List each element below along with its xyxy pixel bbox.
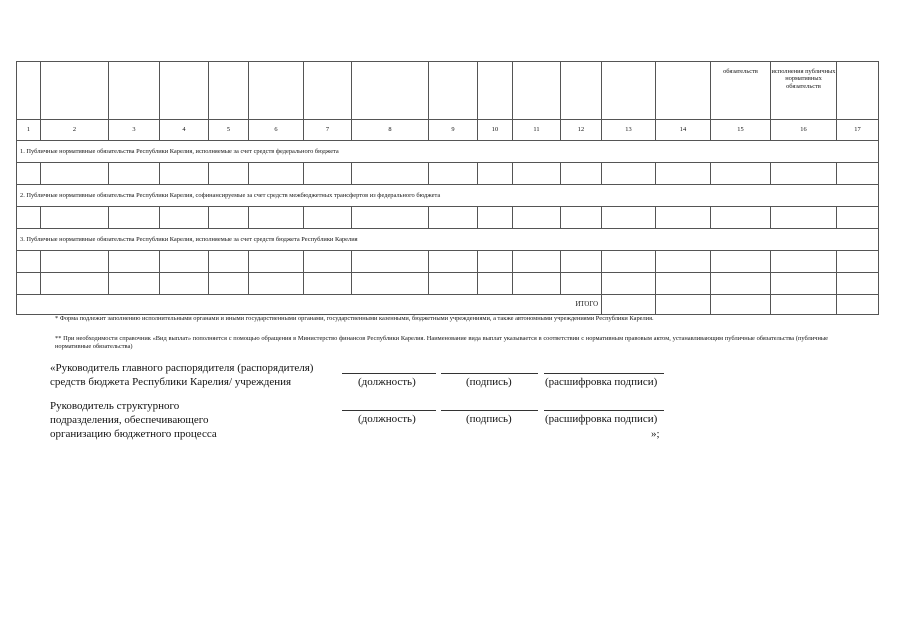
table-cell bbox=[711, 207, 771, 229]
column-number: 1 bbox=[17, 120, 41, 141]
table-cell bbox=[837, 251, 879, 273]
table-cell bbox=[513, 273, 561, 295]
table-cell bbox=[352, 251, 429, 273]
section-title-1: 1. Публичные нормативные обязательства Республики Карелия, исполняемые за счет средств федерального бюджета bbox=[17, 141, 879, 163]
header-cell-7 bbox=[304, 62, 352, 120]
table-cell bbox=[656, 251, 711, 273]
column-number: 6 bbox=[249, 120, 304, 141]
column-number-row bbox=[17, 120, 879, 141]
table-cell bbox=[41, 273, 109, 295]
table-cell bbox=[561, 273, 602, 295]
table-cell bbox=[656, 273, 711, 295]
table-cell bbox=[513, 251, 561, 273]
structural-title-line-3: организацию бюджетного процесса bbox=[50, 428, 217, 440]
head-title-line-1: «Руководитель главного распорядителя (распорядителя) bbox=[50, 362, 314, 374]
table-cell bbox=[17, 207, 41, 229]
total-cell bbox=[771, 295, 837, 315]
table-cell bbox=[304, 251, 352, 273]
table-cell bbox=[656, 207, 711, 229]
footnote-2: ** При необходимости справочник «Вид выплат» пополняется с помощью обращения в Министерство финансов Республики Карелия. Наименование вида выплат указывается в соответствии с нормативным правовым актом, устанавливающим публичные обязательства (публичные нормативные обязательства) bbox=[55, 335, 828, 351]
column-number: 7 bbox=[304, 120, 352, 141]
total-row bbox=[17, 295, 879, 315]
table-cell bbox=[41, 163, 109, 185]
decoding-signature-line bbox=[544, 410, 664, 411]
column-number: 17 bbox=[837, 120, 879, 141]
signature-label: (подпись) bbox=[466, 376, 512, 388]
decoding-label: (расшифровка подписи) bbox=[545, 413, 658, 425]
header-cell-5 bbox=[209, 62, 249, 120]
header-cell-9 bbox=[429, 62, 478, 120]
decoding-signature-line bbox=[544, 373, 664, 374]
table-cell bbox=[771, 163, 837, 185]
table-cell bbox=[304, 207, 352, 229]
header-cell-1 bbox=[17, 62, 41, 120]
signature-label: (подпись) bbox=[466, 413, 512, 425]
total-cell bbox=[837, 295, 879, 315]
column-number: 14 bbox=[656, 120, 711, 141]
column-number: 3 bbox=[109, 120, 160, 141]
column-number: 8 bbox=[352, 120, 429, 141]
table-cell bbox=[352, 163, 429, 185]
total-cell bbox=[602, 295, 656, 315]
column-number: 2 bbox=[41, 120, 109, 141]
header-cell-6 bbox=[249, 62, 304, 120]
column-number: 10 bbox=[478, 120, 513, 141]
decoding-label: (расшифровка подписи) bbox=[545, 376, 658, 388]
table-cell bbox=[304, 273, 352, 295]
header-cell-17 bbox=[837, 62, 879, 120]
column-number: 15 bbox=[711, 120, 771, 141]
table-cell bbox=[711, 251, 771, 273]
table-cell bbox=[429, 163, 478, 185]
total-label: ИТОГО bbox=[17, 295, 602, 315]
total-cell bbox=[711, 295, 771, 315]
table-cell bbox=[160, 273, 209, 295]
table-cell bbox=[602, 251, 656, 273]
form-table bbox=[16, 61, 879, 315]
table-cell bbox=[209, 207, 249, 229]
column-number: 12 bbox=[561, 120, 602, 141]
table-cell bbox=[513, 207, 561, 229]
table-cell bbox=[837, 163, 879, 185]
closing-quote: »; bbox=[651, 428, 660, 440]
table-cell bbox=[602, 163, 656, 185]
table-cell bbox=[304, 163, 352, 185]
head-title-line-2: средств бюджета Республики Карелия/ учреждения bbox=[50, 376, 292, 388]
structural-title-line-2: подразделения, обеспечивающего bbox=[50, 414, 209, 426]
table-cell bbox=[352, 273, 429, 295]
table-cell bbox=[771, 207, 837, 229]
table-cell bbox=[429, 273, 478, 295]
section-row-1 bbox=[17, 141, 879, 163]
table-cell bbox=[837, 273, 879, 295]
header-cell-3 bbox=[109, 62, 160, 120]
section-title-3: 3. Публичные нормативные обязательства Республики Карелия, исполняемые за счет средств бюджета Республики Карелия bbox=[17, 229, 879, 251]
table-cell bbox=[429, 251, 478, 273]
total-cell bbox=[656, 295, 711, 315]
table-cell bbox=[109, 207, 160, 229]
signature-line bbox=[441, 410, 538, 411]
table-cell bbox=[109, 251, 160, 273]
table-cell bbox=[109, 163, 160, 185]
section-row-3 bbox=[17, 229, 879, 251]
table-cell bbox=[656, 163, 711, 185]
header-cell-8 bbox=[352, 62, 429, 120]
table-cell bbox=[837, 207, 879, 229]
table-cell bbox=[561, 207, 602, 229]
table-cell bbox=[17, 251, 41, 273]
header-cell-13 bbox=[602, 62, 656, 120]
table-cell bbox=[249, 251, 304, 273]
table-cell bbox=[160, 207, 209, 229]
header-cell-4 bbox=[160, 62, 209, 120]
column-number: 4 bbox=[160, 120, 209, 141]
header-cell-12 bbox=[561, 62, 602, 120]
table-cell bbox=[478, 251, 513, 273]
table-cell bbox=[478, 273, 513, 295]
position-label: (должность) bbox=[358, 376, 416, 388]
data-row-empty bbox=[17, 273, 879, 295]
table-cell bbox=[602, 207, 656, 229]
table-cell bbox=[249, 207, 304, 229]
signature-line bbox=[441, 373, 538, 374]
column-number: 16 bbox=[771, 120, 837, 141]
column-number: 13 bbox=[602, 120, 656, 141]
table-cell bbox=[209, 251, 249, 273]
data-row-empty bbox=[17, 207, 879, 229]
table-cell bbox=[209, 273, 249, 295]
structural-title-line-1: Руководитель структурного bbox=[50, 400, 180, 412]
table-cell bbox=[17, 163, 41, 185]
column-number: 11 bbox=[513, 120, 561, 141]
table-cell bbox=[771, 273, 837, 295]
header-cell-16: исполнения публичных нормативных обязательств bbox=[771, 62, 837, 120]
column-number: 5 bbox=[209, 120, 249, 141]
table-cell bbox=[41, 251, 109, 273]
table-cell bbox=[711, 273, 771, 295]
table-cell bbox=[711, 163, 771, 185]
header-cell-14 bbox=[656, 62, 711, 120]
table-cell bbox=[17, 273, 41, 295]
table-cell bbox=[352, 207, 429, 229]
table-cell bbox=[249, 273, 304, 295]
table-cell bbox=[771, 251, 837, 273]
column-number: 9 bbox=[429, 120, 478, 141]
header-cell-15: обязательств bbox=[711, 62, 771, 120]
section-title-2: 2. Публичные нормативные обязательства Республики Карелия, софинансируемые за счет средств межбюджетных трансфертов из федерального бюджета bbox=[17, 185, 879, 207]
header-cell-11 bbox=[513, 62, 561, 120]
header-cell-2 bbox=[41, 62, 109, 120]
table-cell bbox=[209, 163, 249, 185]
position-signature-line bbox=[342, 373, 436, 374]
table-header-row bbox=[17, 62, 879, 120]
table-cell bbox=[429, 207, 478, 229]
position-label: (должность) bbox=[358, 413, 416, 425]
header-cell-10 bbox=[478, 62, 513, 120]
table-cell bbox=[478, 207, 513, 229]
table-cell bbox=[513, 163, 561, 185]
table-cell bbox=[561, 251, 602, 273]
position-signature-line bbox=[342, 410, 436, 411]
table-cell bbox=[41, 207, 109, 229]
table-cell bbox=[478, 163, 513, 185]
table-cell bbox=[109, 273, 160, 295]
data-row-empty bbox=[17, 251, 879, 273]
table-cell bbox=[249, 163, 304, 185]
table-cell bbox=[602, 273, 656, 295]
table-cell bbox=[160, 163, 209, 185]
data-row-empty bbox=[17, 163, 879, 185]
table-cell bbox=[561, 163, 602, 185]
section-row-2 bbox=[17, 185, 879, 207]
table-cell bbox=[160, 251, 209, 273]
footnote-1: * Форма подлежит заполнению исполнительными органами и иными государственными органами, государственными казенными, бюджетными учреждениями, а также автономными учреждениями Республики Карелия. bbox=[55, 315, 654, 322]
